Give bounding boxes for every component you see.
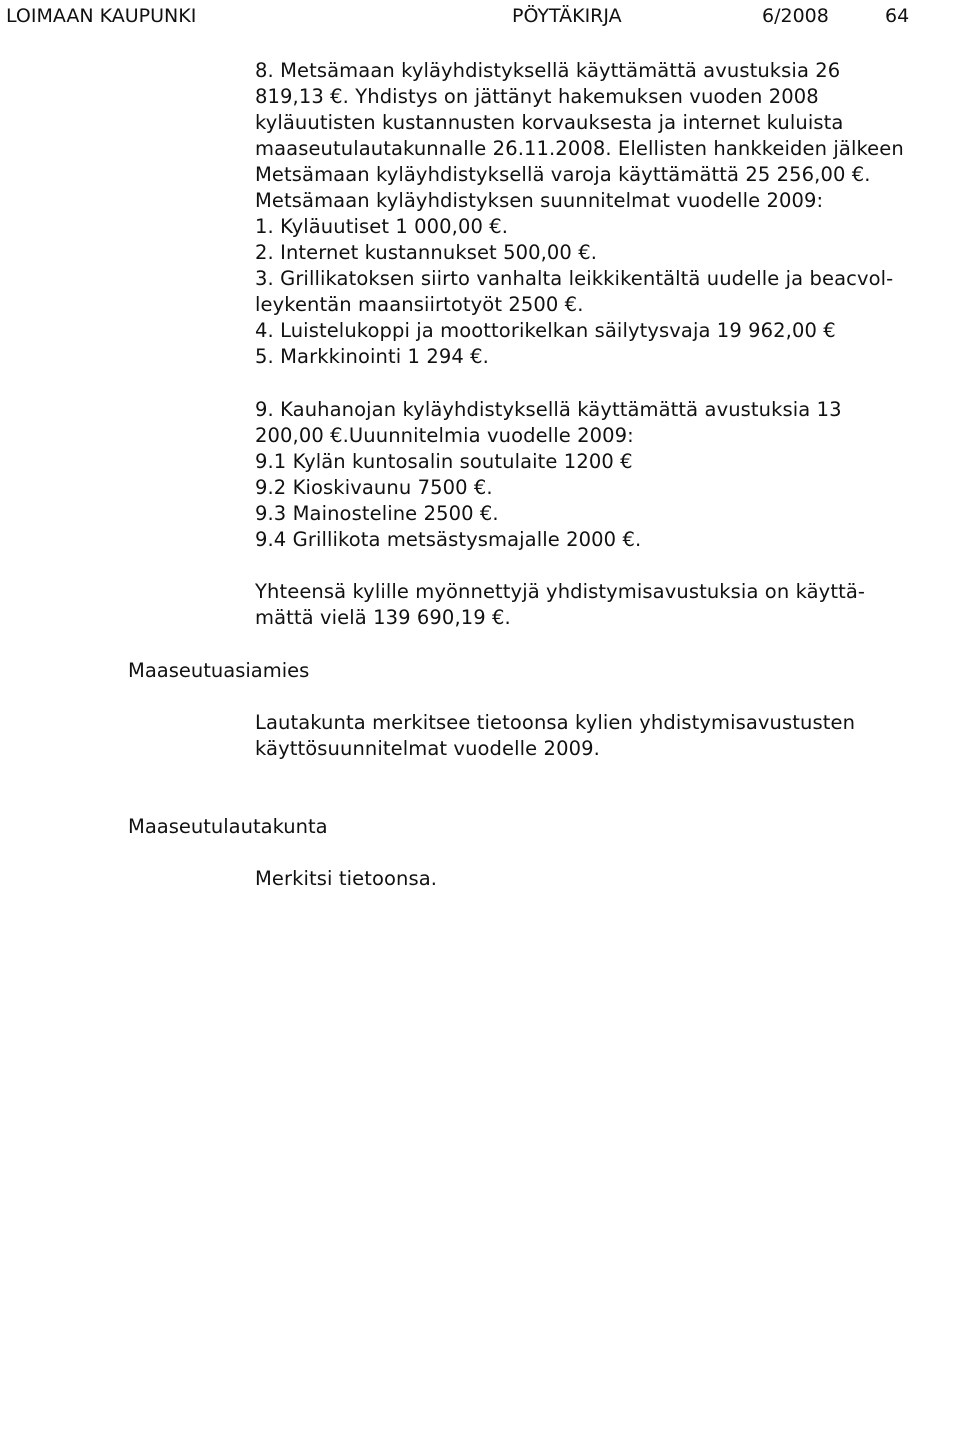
- item-8-line: 5. Markkinointi 1 294 €.: [255, 345, 489, 368]
- header-organization: LOIMAAN KAUPUNKI: [6, 5, 197, 27]
- page-header: [0, 4, 960, 28]
- header-meeting-number: 6/2008: [762, 5, 829, 27]
- item-8-line: maaseutulautakunnalle 26.11.2008. Elellisten hankkeiden jälkeen: [255, 137, 904, 160]
- item-9-line: 9.1 Kylän kuntosalin soutulaite 1200 €: [255, 450, 633, 473]
- item-9-block: [255, 397, 955, 553]
- decision-text: Merkitsi tietoonsa.: [255, 867, 438, 890]
- item-8-line: leykentän maansiirtotyöt 2500 €.: [255, 293, 584, 316]
- total-line: mättä vielä 139 690,19 €.: [255, 606, 511, 629]
- item-9-line: 200,00 €.Uuunnitelmia vuodelle 2009:: [255, 424, 634, 447]
- item-8-line: Metsämaan kyläyhdistyksellä varoja käyttämättä 25 256,00 €.: [255, 163, 871, 186]
- total-paragraph: [255, 579, 955, 631]
- item-8-line: Metsämaan kyläyhdistyksen suunnitelmat vuodelle 2009:: [255, 189, 824, 212]
- item-8-line: 4. Luistelukoppi ja moottorikelkan säilytysvaja 19 962,00 €: [255, 319, 836, 342]
- item-8-line: 3. Grillikatoksen siirto vanhalta leikkikentältä uudelle ja beacvol-: [255, 267, 894, 290]
- item-8-line: 8. Metsämaan kyläyhdistyksellä käyttämättä avustuksia 26: [255, 59, 841, 82]
- item-9-line: 9. Kauhanojan kyläyhdistyksellä käyttämättä avustuksia 13: [255, 398, 842, 421]
- header-document-type: PÖYTÄKIRJA: [512, 5, 622, 27]
- proposal-line: Lautakunta merkitsee tietoonsa kylien yhdistymisavustusten: [255, 711, 856, 734]
- total-line: Yhteensä kylille myönnettyjä yhdistymisavustuksia on käyttä-: [255, 580, 866, 603]
- item-8-line: 1. Kyläuutiset 1 000,00 €.: [255, 215, 509, 238]
- item-8-block: [255, 58, 955, 370]
- item-8-line: kyläuutisten kustannusten korvauksesta ja internet kuluista: [255, 111, 844, 134]
- decision-paragraph: [255, 866, 955, 892]
- proposal-author-label: Maaseutuasiamies: [128, 659, 310, 682]
- item-9-line: 9.3 Mainosteline 2500 €.: [255, 502, 499, 525]
- decision-body-label: Maaseutulautakunta: [128, 815, 328, 838]
- proposal-line: käyttösuunnitelmat vuodelle 2009.: [255, 737, 600, 760]
- header-page-number: 64: [885, 5, 910, 27]
- proposal-paragraph: [255, 710, 955, 762]
- item-8-line: 2. Internet kustannukset 500,00 €.: [255, 241, 598, 264]
- item-8-line: 819,13 €. Yhdistys on jättänyt hakemuksen vuoden 2008: [255, 85, 819, 108]
- item-9-line: 9.4 Grillikota metsästysmajalle 2000 €.: [255, 528, 642, 551]
- item-9-line: 9.2 Kioskivaunu 7500 €.: [255, 476, 493, 499]
